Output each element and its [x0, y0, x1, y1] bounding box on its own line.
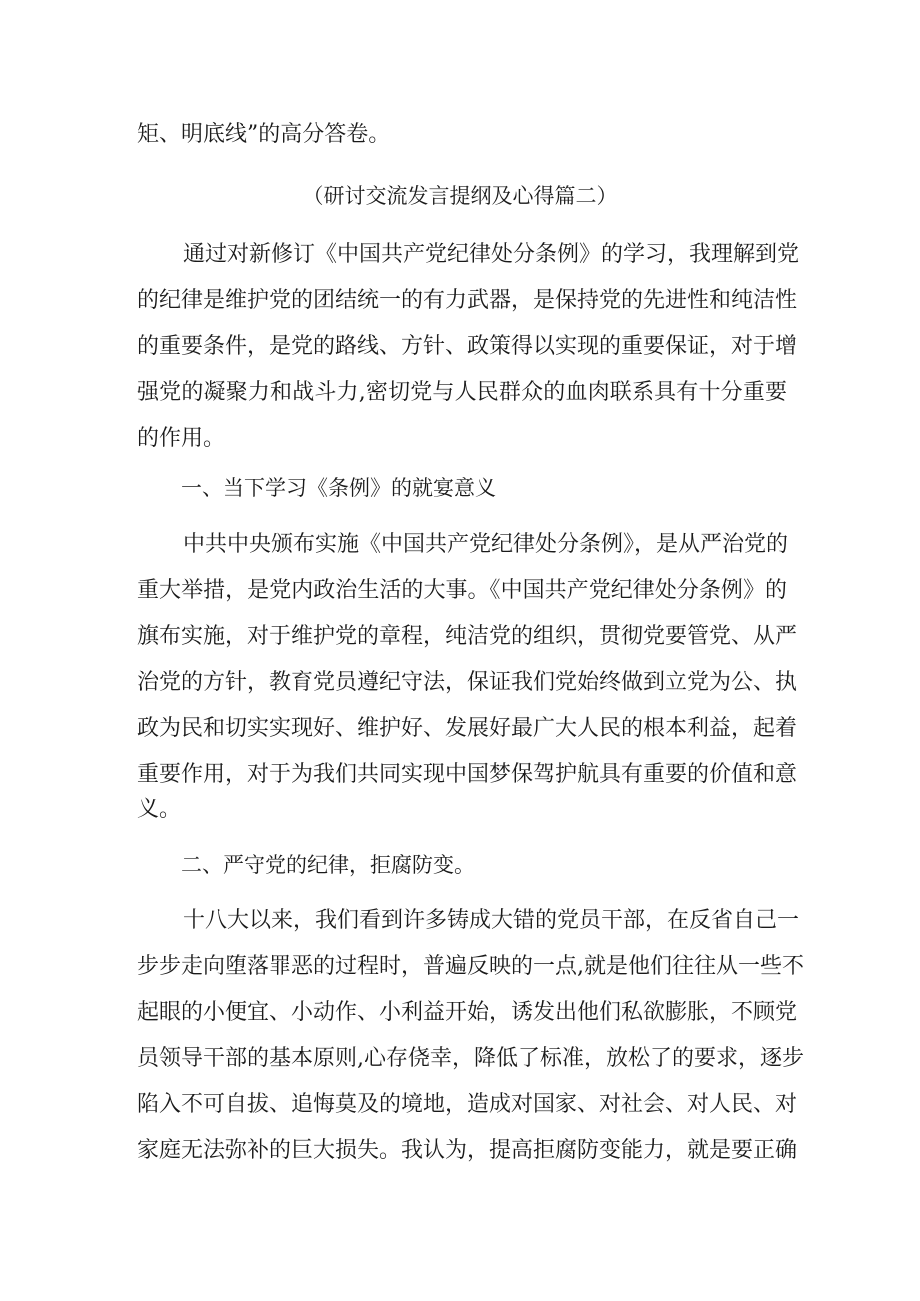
heading-two: 二、严守党的纪律，拒腐防变。 [181, 853, 475, 877]
paragraph-two-line: 步步走向堕落罪恶的过程时，普遍反映的一点,就是他们往往从一些不 [137, 954, 804, 979]
paragraph-one-line: 旗布实施，对于维护党的章程，纯洁党的组织，贯彻党要管党、从严 [137, 624, 798, 649]
intro-line: 强党的凝聚力和战斗力,密切党与人民群众的血肉联系具有十分重要 [137, 380, 787, 405]
paragraph-one-line: 政为民和切实实现好、维护好、发展好最广大人民的根本利益，起着 [137, 716, 798, 741]
paragraph-two-line: 陷入不可自拔、追悔莫及的境地，造成对国家、对社会、对人民、对 [137, 1092, 798, 1117]
paragraph-one-line: 义。 [137, 797, 182, 822]
intro-line: 的作用。 [137, 426, 226, 451]
intro-line: 的纪律是维护党的团结统一的有力武器，是保持党的先进性和纯洁性 [137, 288, 798, 313]
section-title: （研讨交流发言提纲及心得篇二） [302, 184, 618, 208]
paragraph-two-line: 家庭无法弥补的巨大损失。我认为，提高拒腐防变能力，就是要正确 [137, 1138, 798, 1163]
opening-text-line: 矩、明底线”的高分答卷。 [137, 122, 391, 147]
heading-one: 一、当下学习《条例》的就宴意义 [181, 476, 496, 500]
paragraph-one-line: 重要作用，对于为我们共同实现中国梦保驾护航具有重要的价值和意 [137, 762, 798, 787]
paragraph-one-line: 治党的方针，教育党员遵纪守法，保证我们党始终做到立党为公、执 [137, 670, 798, 695]
paragraph-two-line: 员领导干部的基本原则,心存侥幸，降低了标准，放松了的要求，逐步 [137, 1046, 804, 1071]
paragraph-two-line: 十八大以来，我们看到许多铸成大错的党员干部，在反省自己一 [183, 908, 800, 933]
paragraph-one-line: 中共中央颁布实施《中国共产党纪律处分条例》，是从严治党的 [183, 532, 789, 557]
paragraph-one-line: 重大举措，是党内政治生活的大事。《中国共产党纪律处分条例》的 [137, 578, 787, 603]
intro-line: 的重要条件，是党的路线、方针、政策得以实现的重要保证，对于增 [137, 334, 798, 359]
intro-line: 通过对新修订《中国共产党纪律处分条例》的学习，我理解到党 [183, 242, 800, 267]
paragraph-two-line: 起眼的小便宜、小动作、小利益开始，诱发出他们私欲膨胀，不顾党 [137, 1000, 798, 1025]
